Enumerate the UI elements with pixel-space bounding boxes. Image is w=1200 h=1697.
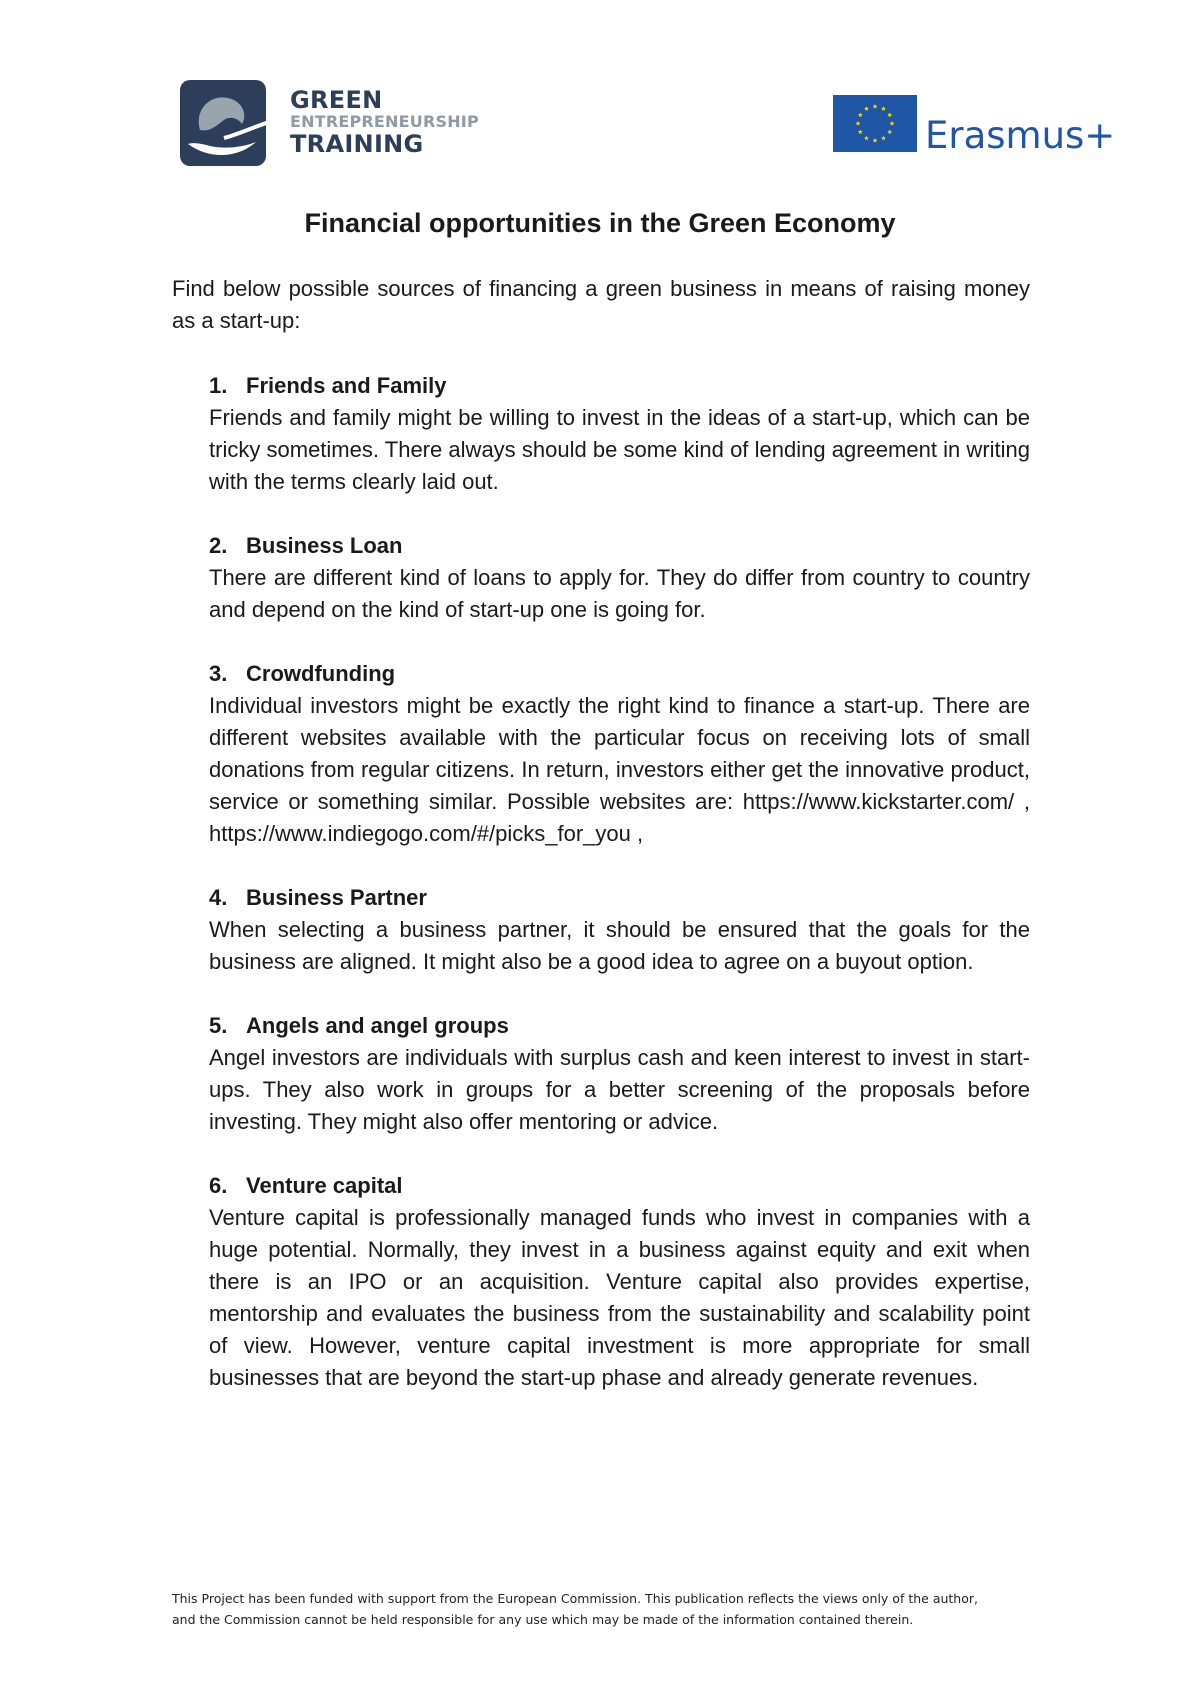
item-heading	[209, 530, 1030, 562]
funding-disclaimer	[172, 1588, 1052, 1630]
item-heading	[209, 882, 1030, 914]
intro-paragraph: Find below possible sources of financing a green business in means of raising money as a start-up:	[172, 276, 1030, 333]
green-entrepreneurship-training-logo	[180, 80, 479, 166]
item-title: Business Loan	[246, 533, 403, 558]
logo-line-green: GREEN	[290, 86, 383, 114]
item-body: Friends and family might be willing to invest in the ideas of a start-up, which can be tricky sometimes. There always should be some kind of lending agreement in writing with the terms clearly laid out.	[209, 405, 1030, 494]
item-number: 1.	[209, 373, 228, 398]
eu-flag-icon	[833, 95, 917, 152]
item-body: Venture capital is professionally managed funds who invest in companies with a huge potential. Normally, they invest in a business against equity and exit when there is an IPO or an acquisition. Venture capital also provides expertise, mentorship and evaluates the business from the sustainability and scalability point of view. However, venture capital investment is more appropriate for small businesses that are beyond the start-up phase and already generate revenues.	[209, 1205, 1030, 1390]
disclaimer-line: and the Commission cannot be held responsible for any use which may be made of the information contained therein.	[172, 1612, 914, 1627]
logo-line-training: TRAINING	[290, 130, 424, 158]
item-body: When selecting a business partner, it should be ensured that the goals for the business are aligned. It might also be a good idea to agree on a buyout option.	[209, 917, 1030, 974]
list-item	[209, 370, 1030, 498]
item-heading	[209, 370, 1030, 402]
item-heading	[209, 1170, 1030, 1202]
item-heading	[209, 1010, 1030, 1042]
item-number: 5.	[209, 1013, 228, 1038]
list-item	[209, 530, 1030, 626]
list-item	[209, 1170, 1030, 1394]
list-item	[209, 658, 1030, 850]
swan-logo-icon	[180, 80, 266, 166]
financing-sources-list	[209, 370, 1030, 1426]
item-number: 6.	[209, 1173, 228, 1198]
erasmus-plus-wordmark: Erasmus+	[925, 114, 1116, 157]
item-title: Friends and Family	[246, 373, 447, 398]
item-heading	[209, 658, 1030, 690]
list-item	[209, 1010, 1030, 1138]
item-number: 3.	[209, 661, 228, 686]
logo-line-entrepreneurship: ENTREPRENEURSHIP	[290, 112, 479, 131]
item-title: Crowdfunding	[246, 661, 396, 686]
item-number: 4.	[209, 885, 228, 910]
item-title: Venture capital	[246, 1173, 403, 1198]
item-body: There are different kind of loans to apply for. They do differ from country to country and depend on the kind of start-up one is going for.	[209, 565, 1030, 622]
page-title: Financial opportunities in the Green Economy	[304, 208, 896, 238]
list-item	[209, 882, 1030, 978]
item-body: Angel investors are individuals with surplus cash and keen interest to invest in start-ups. They also work in groups for a better screening of the proposals before investing. They might also offer mentoring or advice.	[209, 1045, 1030, 1134]
item-title: Angels and angel groups	[246, 1013, 509, 1038]
disclaimer-line: This Project has been funded with support from the European Commission. This publication reflects the views only of the author,	[172, 1591, 978, 1606]
item-body: Individual investors might be exactly the right kind to finance a start-up. There are different websites available with the particular focus on receiving lots of small donations from regular citizens. In return, investors either get the innovative product, service or something similar. Possible websites are: https://www.kickstarter.com/ , https://www.indiegogo.com/#/picks_for_you ,	[209, 693, 1030, 846]
item-number: 2.	[209, 533, 228, 558]
item-title: Business Partner	[246, 885, 427, 910]
